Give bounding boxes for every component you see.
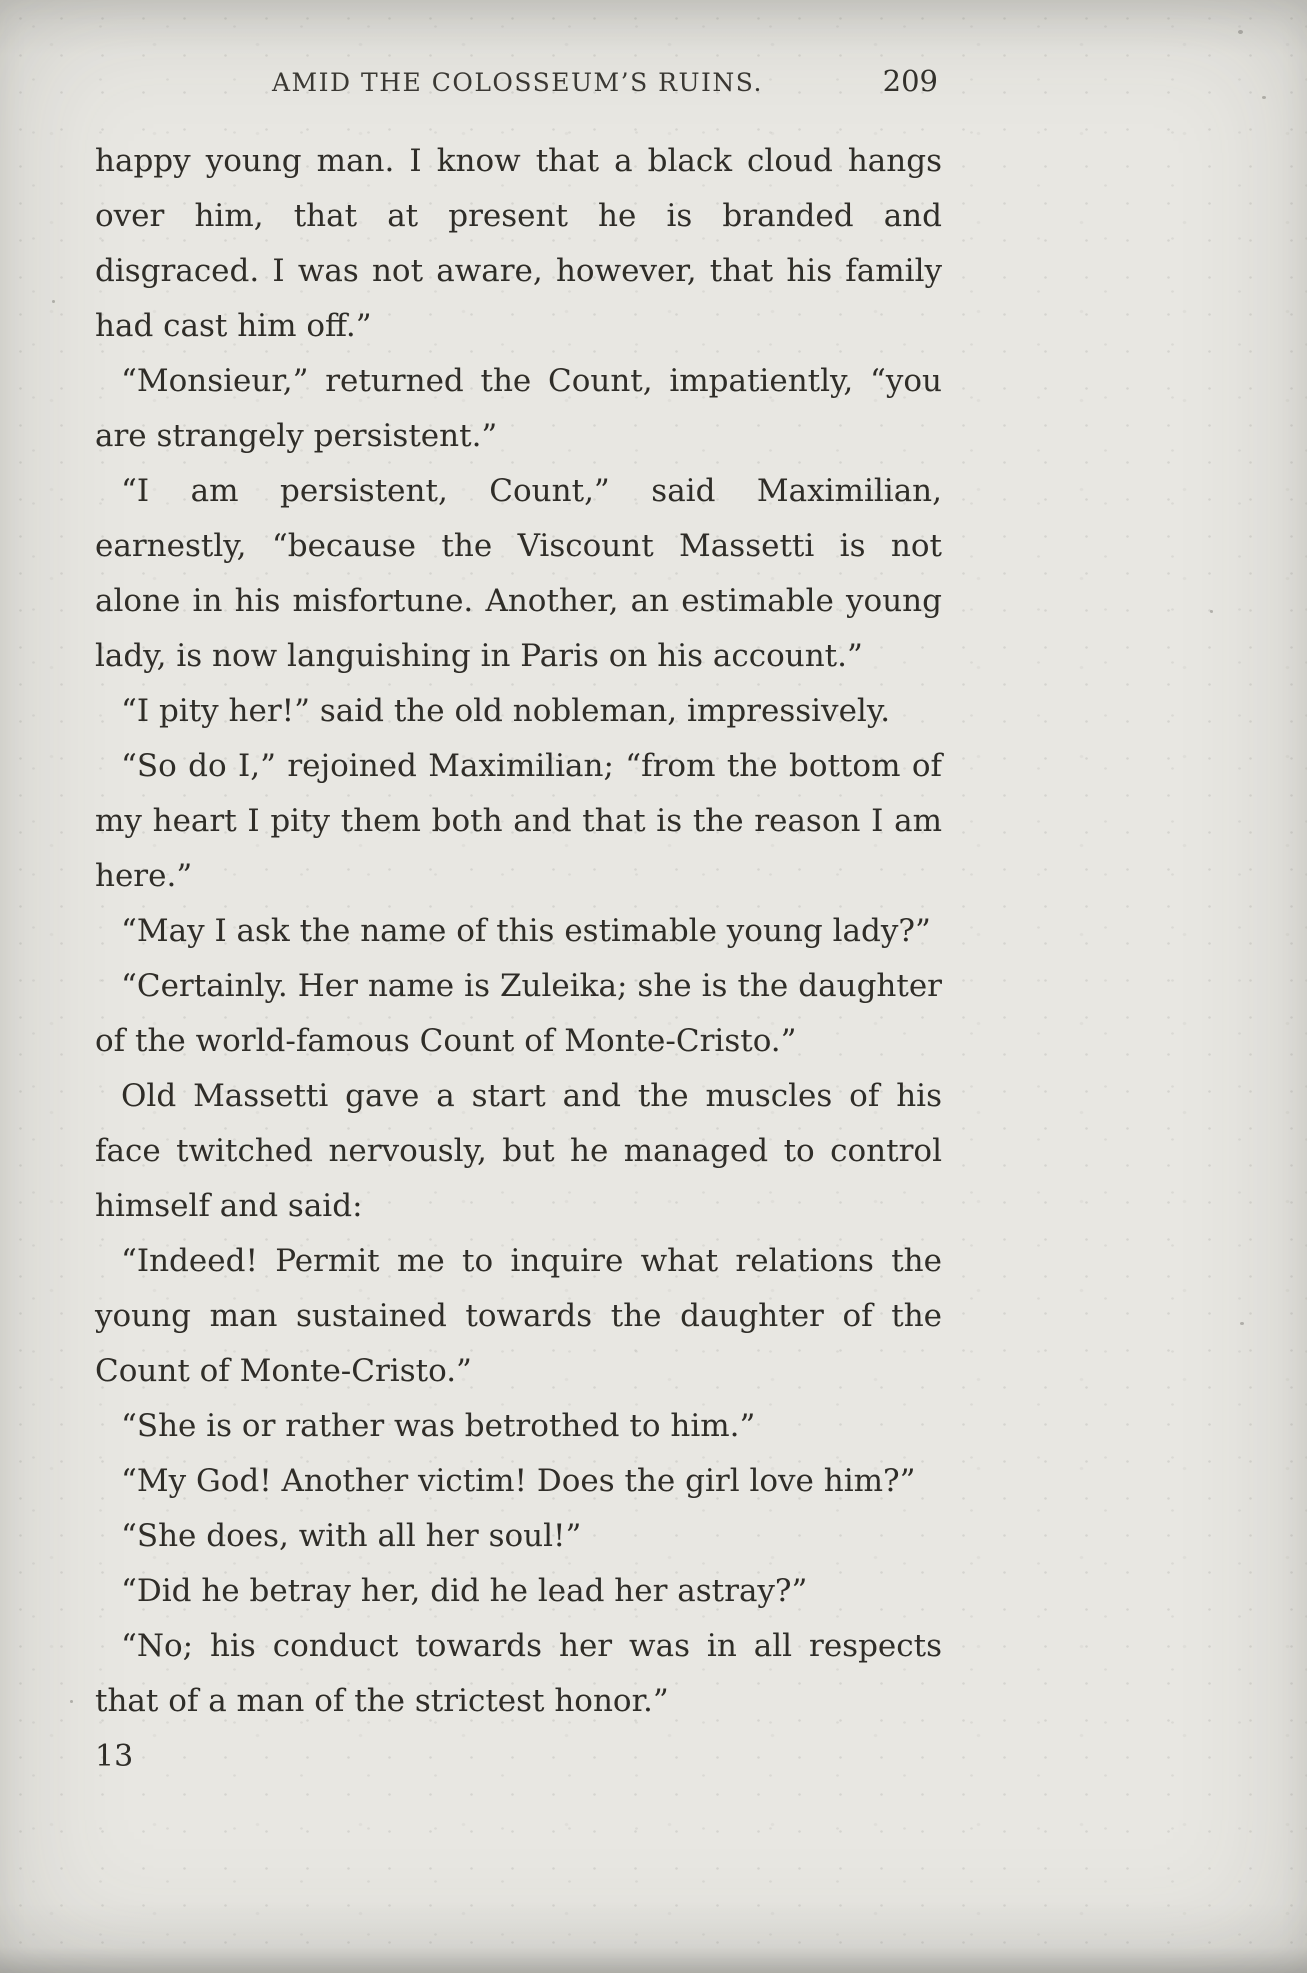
scan-speckle [70,1700,73,1703]
body-text [95,134,942,1784]
paragraph: “She does, with all her soul!” [121,1518,582,1554]
page-header [95,64,940,108]
paragraph: “My God! Another victim! Does the girl love him?” [121,1463,916,1499]
paragraph: “I pity her!” said the old nobleman, impressively. [121,693,891,729]
paragraph: “Did he betray her, did he lead her astray?” [121,1573,808,1609]
scan-speckle [52,300,55,303]
paragraph: Old Massetti gave a start and the muscles of his face twitched nervously, but he managed to control himself and said: [95,1078,942,1224]
paragraph: “Monsieur,” returned the Count, impatiently, “you are strangely persistent.” [95,363,942,454]
paragraph: “No; his conduct towards her was in all respects that of a man of the strictest honor.” [95,1628,942,1719]
signature-mark: 13 [95,1739,134,1774]
paragraph: “Certainly. Her name is Zuleika; she is the daughter of the world-famous Count of Monte-Cristo.” [95,968,942,1059]
page-number: 209 [882,64,938,98]
paragraph: “So do I,” rejoined Maximilian; “from the bottom of my heart I pity them both and that is the reason I am here.” [95,748,942,894]
paragraph: “I am persistent, Count,” said Maximilian, earnestly, “because the Viscount Massetti is not alone in his misfortune. Another, an estimable young lady, is now languishing in Paris on his account.” [95,473,942,674]
paragraph: “She is or rather was betrothed to him.” [121,1408,756,1444]
paragraph: “Indeed! Permit me to inquire what relations the young man sustained towards the daughter of the Count of Monte-Cristo.” [95,1243,942,1389]
running-title: AMID THE COLOSSEUM’S RUINS. [272,68,763,97]
paragraph: happy young man. I know that a black cloud hangs over him, that at present he is branded and disgraced. I was not aware, however, that his family had cast him off.” [95,143,942,344]
scan-speckle [1240,1322,1244,1325]
scan-speckle [1238,30,1243,34]
scan-speckle [1210,610,1213,613]
scan-speckle [1262,96,1266,99]
paragraph: “May I ask the name of this estimable young lady?” [121,913,931,949]
